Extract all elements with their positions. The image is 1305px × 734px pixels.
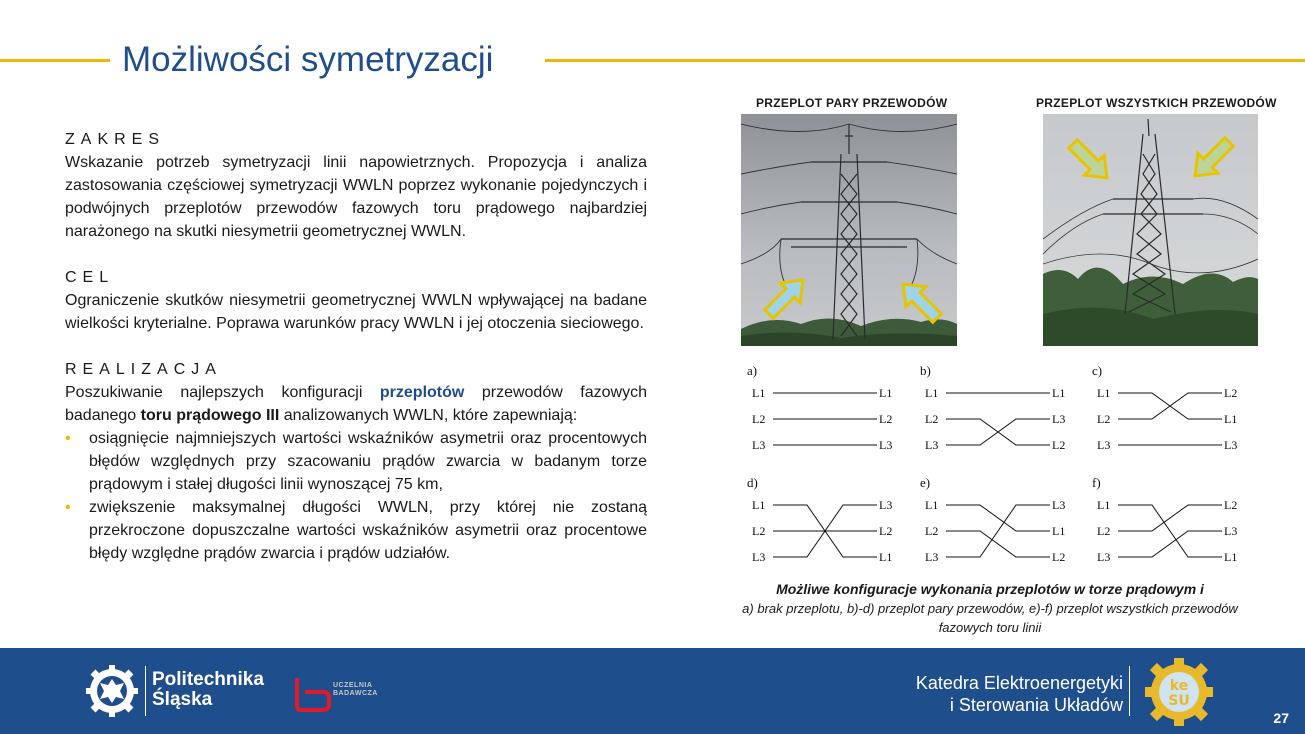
right-phase-label: L3: [1052, 498, 1066, 512]
left-phase-label: L2: [925, 412, 939, 426]
diagram-caption: [735, 580, 1245, 637]
right-phase-label: L3: [1224, 524, 1238, 538]
left-phase-label: L3: [752, 550, 766, 564]
right-phase-label: L3: [1052, 412, 1066, 426]
right-phase-label: L2: [879, 524, 893, 538]
left-phase-label: L1: [1097, 386, 1111, 400]
left-phase-label: L1: [752, 498, 766, 512]
footer-separator-right: [1129, 666, 1130, 716]
diagram-3: [747, 475, 892, 564]
realizacja-bullets: [65, 427, 647, 565]
left-phase-label: L3: [925, 438, 939, 452]
left-phase-label: L2: [752, 524, 766, 538]
diagram-letter: a): [747, 363, 758, 378]
section-heading-cel: CEL: [65, 269, 115, 286]
svg-text:SU: SU: [1168, 693, 1190, 709]
photo-label-all: PRZEPLOT WSZYSTKICH PRZEWODÓW: [1036, 96, 1277, 110]
left-phase-label: L2: [1097, 412, 1111, 426]
highlight-przeplotow: przeplotów: [379, 384, 465, 401]
right-phase-label: L2: [1052, 550, 1066, 564]
left-phase-label: L1: [925, 386, 939, 400]
right-phase-label: L3: [879, 498, 893, 512]
left-phase-label: L1: [752, 386, 766, 400]
section-heading-zakres: ZAKRES: [65, 131, 166, 148]
diagram-letter: d): [747, 475, 758, 490]
zakres-text: Wskazanie potrzeb symetryzacji linii napowietrznych. Propozycja i analiza zastosowania częściowej symetryzacji WWLN poprzez wykonanie pojedynczych i podwójnych przeplotów przewodów fazowych toru prądowego najbardziej narażonego na skutki niesymetrii geometrycznej WWLN.: [65, 154, 647, 240]
right-phase-label: L2: [1224, 386, 1238, 400]
university-emblem-icon: [86, 665, 138, 717]
right-phase-label: L2: [879, 412, 893, 426]
right-phase-label: L1: [1052, 524, 1066, 538]
kesu-gear-logo-icon: [1144, 657, 1214, 727]
svg-text:ke: ke: [1169, 678, 1189, 694]
title-rule-left: [0, 59, 110, 62]
photo-all-transposition: [1043, 114, 1258, 346]
phase-conductor-line: [946, 419, 1050, 445]
left-phase-label: L3: [752, 438, 766, 452]
diagram-letter: c): [1092, 363, 1103, 378]
right-phase-label: L2: [1052, 438, 1066, 452]
list-item: • zwiększenie maksymalnej długości WWLN, przy której nie zostaną przekroczone dopuszczalne wartości wskaźników asymetrii oraz procentowe błędy względne prądów zwarcia i prądów udziałów.: [65, 496, 647, 565]
text-column: [65, 128, 647, 565]
right-phase-label: L1: [1224, 550, 1238, 564]
right-phase-label: L3: [1224, 438, 1238, 452]
right-phase-label: L3: [879, 438, 893, 452]
highlight-tor: toru prądowego III: [140, 407, 280, 424]
diagram-letter: b): [920, 363, 931, 378]
diagram-2: [1092, 363, 1237, 452]
research-university-text: UCZELNIA BADAWCZA: [333, 682, 378, 697]
right-phase-label: L1: [879, 550, 893, 564]
diagram-caption-text: a) brak przeplotu, b)-d) przeplot pary przewodów, e)-f) przeplot wszystkich przewodów fazowych toru linii: [742, 601, 1238, 635]
phase-conductor-line: [1118, 505, 1222, 531]
diagram-4: [920, 475, 1065, 564]
phase-conductor-line: [1118, 531, 1222, 557]
department-name: Katedra Elektroenergetyki i Sterowania Układów: [915, 673, 1123, 715]
section-heading-realizacja: REALIZACJA: [65, 361, 222, 378]
diagram-letter: f): [1092, 475, 1101, 490]
photo-pair-transposition: [741, 114, 957, 346]
phase-conductor-line: [946, 505, 1050, 531]
left-phase-label: L2: [925, 524, 939, 538]
realizacja-text: Poszukiwanie najlepszych konfiguracji przeplotów przewodów fazowych badanego toru prądowego III analizowanych WWLN, które zapewniają:: [65, 384, 647, 424]
cel-text: Ograniczenie skutków niesymetrii geometrycznej WWLN wpływającej na badane wielkości kryterialne. Poprawa warunków pracy WWLN i jej otoczenia sieciowego.: [65, 292, 647, 332]
footer-separator: [145, 666, 146, 716]
diagram-letter: e): [920, 475, 931, 490]
left-phase-label: L1: [1097, 498, 1111, 512]
left-phase-label: L2: [1097, 524, 1111, 538]
phase-conductor-line: [946, 531, 1050, 557]
diagram-1: [920, 363, 1065, 452]
left-phase-label: L1: [925, 498, 939, 512]
diagram-0: [747, 363, 892, 452]
left-phase-label: L3: [1097, 438, 1111, 452]
left-phase-label: L2: [752, 412, 766, 426]
left-phase-label: L3: [1097, 550, 1111, 564]
list-item: • osiągnięcie najmniejszych wartości wskaźników asymetrii oraz procentowych błędów względnych przy szacowaniu prądów zwarcia w badanym torze prądowym i stałej długości linii wynoszącej 75 km,: [65, 427, 647, 496]
page-number: 27: [1273, 710, 1289, 726]
university-name: Politechnika Śląska: [152, 669, 264, 710]
transposition-diagrams: [735, 360, 1255, 575]
phase-conductor-line: [1118, 393, 1222, 419]
right-phase-label: L1: [1052, 386, 1066, 400]
photo-label-pair: PRZEPLOT PARY PRZEWODÓW: [756, 96, 948, 110]
title-rule-right: [545, 59, 1305, 62]
diagram-5: [1092, 475, 1237, 564]
right-phase-label: L2: [1224, 498, 1238, 512]
diagram-caption-title: Możliwe konfiguracje wykonania przeplotów w torze prądowym i: [776, 581, 1204, 597]
footer: [0, 648, 1305, 734]
research-university-logo-icon: [293, 676, 333, 712]
right-phase-label: L1: [1224, 412, 1238, 426]
left-phase-label: L3: [925, 550, 939, 564]
right-phase-label: L1: [879, 386, 893, 400]
page-title: Możliwości symetryzacji: [122, 40, 494, 79]
